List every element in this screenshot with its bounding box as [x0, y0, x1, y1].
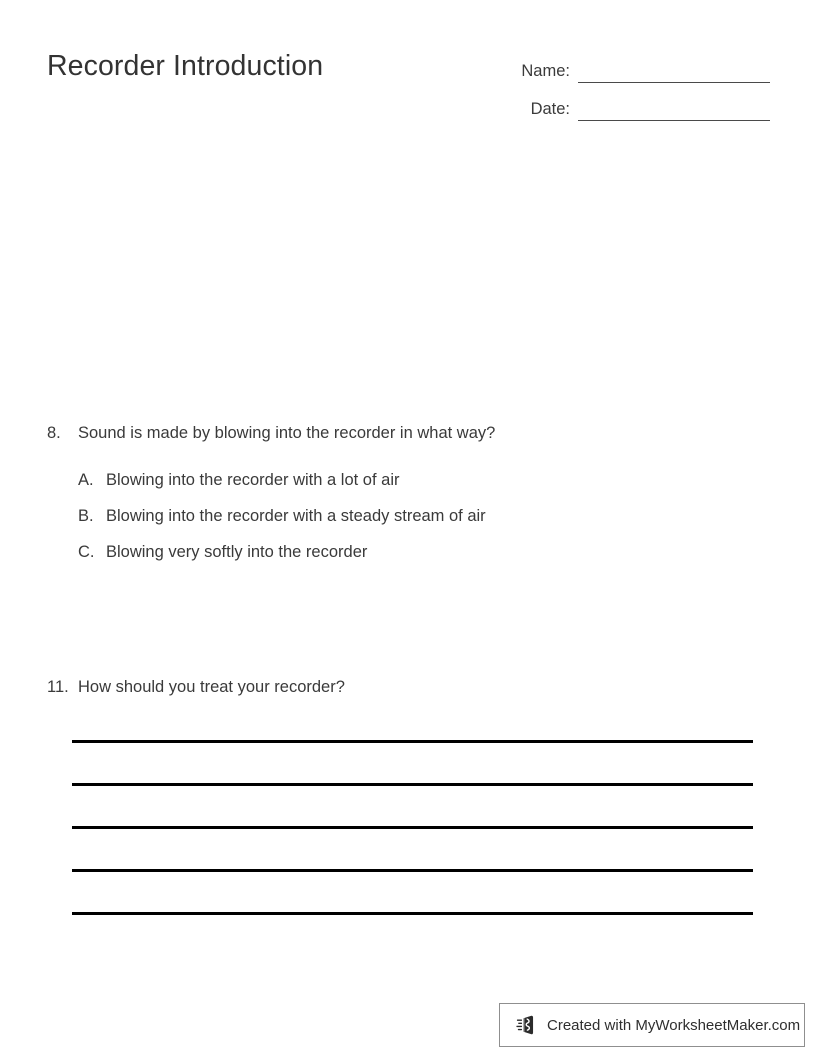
question-11-text: How should you treat your recorder? [78, 678, 345, 696]
date-input[interactable] [578, 100, 770, 121]
answer-line[interactable] [72, 869, 753, 872]
option-a[interactable] [78, 469, 486, 505]
name-field-row [440, 50, 770, 83]
answer-line[interactable] [72, 740, 753, 743]
answer-line[interactable] [72, 912, 753, 915]
date-field-row [440, 88, 770, 121]
question-8-number: 8. [47, 424, 61, 442]
date-label: Date: [530, 100, 570, 118]
answer-line[interactable] [72, 783, 753, 786]
question-8 [47, 422, 495, 444]
option-a-letter: A. [78, 471, 94, 489]
attribution-badge[interactable] [499, 1003, 805, 1047]
question-11-answer-lines [72, 740, 753, 915]
option-b-text: Blowing into the recorder with a steady stream of air [106, 507, 486, 525]
option-b[interactable] [78, 505, 486, 541]
question-8-options [78, 469, 486, 577]
option-c-letter: C. [78, 543, 95, 561]
question-11 [47, 676, 345, 698]
question-11-number: 11. [47, 678, 69, 696]
attribution-text: Created with MyWorksheetMaker.com [547, 1016, 801, 1034]
worksheet-maker-logo-icon [516, 1014, 538, 1036]
question-8-text: Sound is made by blowing into the recorder in what way? [78, 424, 496, 442]
option-a-text: Blowing into the recorder with a lot of air [106, 471, 400, 489]
option-b-letter: B. [78, 507, 94, 525]
name-input[interactable] [578, 62, 770, 83]
answer-line[interactable] [72, 826, 753, 829]
name-label: Name: [521, 62, 570, 80]
option-c-text: Blowing very softly into the recorder [106, 543, 368, 561]
student-info-block [440, 50, 770, 121]
option-c[interactable] [78, 541, 486, 577]
page-title: Recorder Introduction [47, 50, 324, 82]
